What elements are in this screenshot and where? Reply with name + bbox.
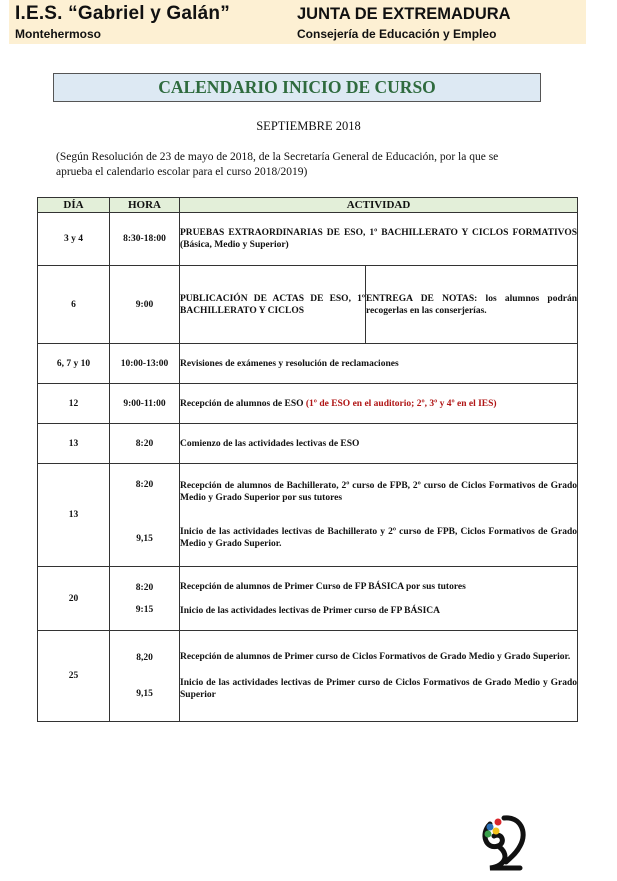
cell-day: 6 [38,266,110,344]
cell-activity [180,384,578,424]
cell-activity [180,631,578,722]
junta-name: JUNTA DE EXTREMADURA [297,5,511,23]
page-title: CALENDARIO INICIO DE CURSO [53,73,541,102]
header-time: HORA [110,198,180,213]
table-row [38,464,578,567]
cell-time: 9:00-11:00 [110,384,180,424]
page-header [9,0,586,44]
activity-second: Inicio de las actividades lectivas de Bachillerato y 2º curso de FPB, Ciclos Formativos de Grado Medio y Grado Superior. [180,527,577,549]
time-first: 8:20 [135,582,154,593]
cell-time: 9:00 [110,266,180,344]
table-row [38,424,578,464]
cell-time [110,567,180,631]
cell-time [110,464,180,567]
activity-note-red: (1º de ESO en el auditorio; 2º, 3º y 4º en el IES) [305,398,497,409]
resolution-note: (Según Resolución de 23 de mayo de 2018, de la Secretaría General de Educación, por la que se aprueba el calendario escolar para el curso 2018/2019) [56,151,499,178]
activity-second: Inicio de las actividades lectivas de Primer curso de FP BÁSICA [180,605,441,616]
extremadura-logo-icon [476,810,534,872]
table-row [38,384,578,424]
cell-day: 25 [38,631,110,722]
header-activity: ACTIVIDAD [180,198,578,213]
cell-activity: Revisiones de exámenes y resolución de reclamaciones [180,344,578,384]
time-first: 8,20 [136,653,153,663]
department-name: Consejería de Educación y Empleo [297,27,497,41]
cell-day: 6, 7 y 10 [38,344,110,384]
table-header-row [38,198,578,213]
cell-activity [180,464,578,567]
cell-time [110,631,180,722]
cell-activity: Comienzo de las actividades lectivas de ESO [180,424,578,464]
calendar-table [37,197,578,722]
activity-first: Recepción de alumnos de Primer curso de Ciclos Formativos de Grado Medio y Grado Superior. [180,652,571,662]
time-second: 9,15 [136,534,153,544]
cell-time: 8:30-18:00 [110,213,180,266]
table-row [38,344,578,384]
cell-activity: PRUEBAS EXTRAORDINARIAS DE ESO, 1º BACHILLERATO Y CICLOS FORMATIVOS (Básica, Medio y Superior) [180,213,578,266]
activity-first: Recepción de alumnos de Primer Curso de FP BÁSICA por sus tutores [180,581,466,592]
cell-activity [180,567,578,631]
cell-day: 3 y 4 [38,213,110,266]
time-second: 9,15 [136,689,153,699]
table-row [38,631,578,722]
activity-text: Recepción de alumnos de ESO [180,398,304,409]
cell-day: 13 [38,424,110,464]
school-town: Montehermoso [15,27,102,41]
table-row [38,567,578,631]
table-row [38,213,578,266]
activity-second: Inicio de las actividades lectivas de Primer curso de Ciclos Formativos de Grado Medio y Grado Superior [180,678,577,700]
table-row [38,266,578,344]
cell-activity-publicacion: PUBLICACIÓN DE ACTAS DE ESO, 1º BACHILLERATO Y CICLOS [180,266,366,344]
cell-day: 12 [38,384,110,424]
time-first: 8:20 [135,480,154,490]
month-heading: SEPTIEMBRE 2018 [256,119,361,133]
cell-time: 10:00-13:00 [110,344,180,384]
cell-time: 8:20 [110,424,180,464]
activity-first: Recepción de alumnos de Bachillerato, 2º curso de FPB, 2º curso de Ciclos Formativos de Grado Medio y Grado Superior por sus tutores [180,481,577,503]
cell-day: 13 [38,464,110,567]
header-day: DÍA [38,198,110,213]
cell-day: 20 [38,567,110,631]
cell-activity-entrega: ENTREGA DE NOTAS: los alumnos podrán recogerlas en las conserjerías. [366,266,578,344]
school-name: I.E.S. “Gabriel y Galán” [15,3,230,24]
time-second: 9:15 [135,604,154,615]
